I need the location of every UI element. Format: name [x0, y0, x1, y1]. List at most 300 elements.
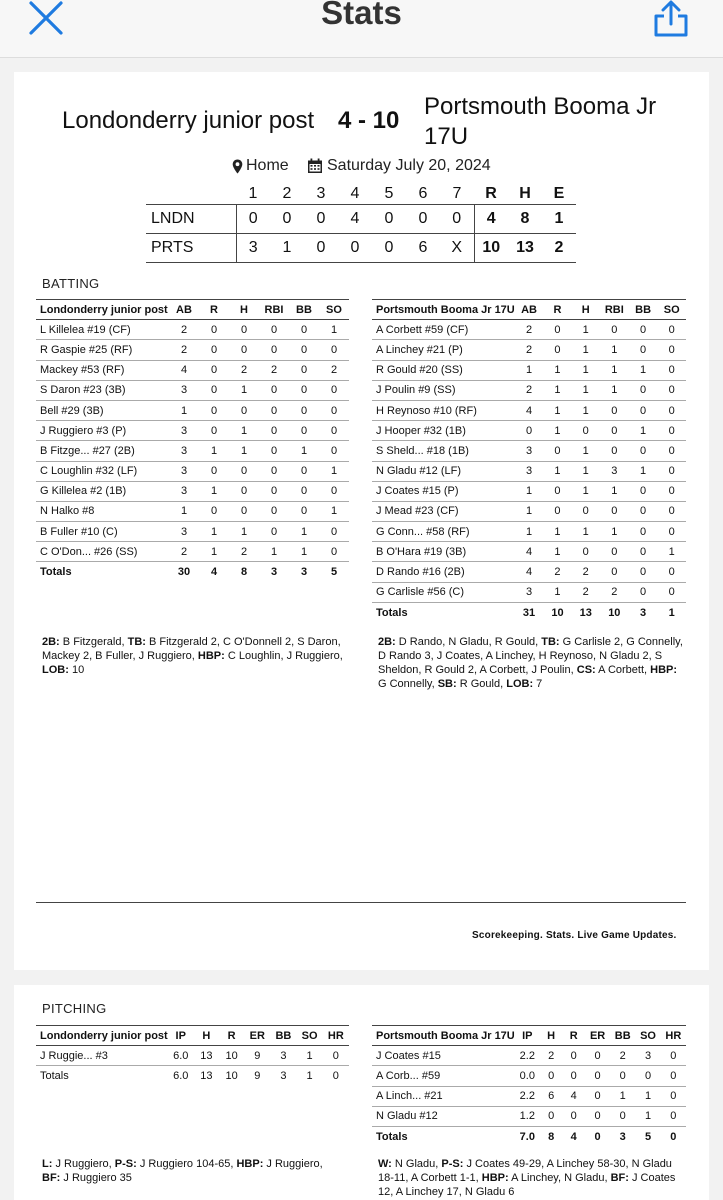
stat-cell: 0	[562, 1106, 585, 1126]
stat-cell: 1	[229, 441, 259, 461]
linescore-errors: 1	[542, 204, 576, 233]
linescore-runs: 10	[474, 233, 508, 262]
note-text: J Ruggiero 104-65,	[139, 1158, 234, 1170]
linescore-col: R	[485, 184, 497, 202]
totals-cell: 3	[280, 1070, 287, 1083]
table-header	[372, 300, 686, 320]
column-header: IP	[515, 1026, 540, 1046]
linescore-table	[146, 184, 576, 263]
table-row	[372, 461, 686, 481]
stat-cell: 1	[600, 340, 629, 360]
player-name: B Fitzge... #27 (2B)	[36, 441, 169, 461]
player-name: R Gaspie #25 (RF)	[36, 340, 169, 360]
table-row	[372, 522, 686, 542]
table-row	[36, 400, 349, 420]
stat-cell: 1	[229, 421, 259, 441]
player-name: B Fuller #10 (C)	[36, 522, 169, 542]
player-name: Bell #29 (3B)	[36, 400, 169, 420]
linescore-cell: 0	[304, 233, 338, 262]
linescore-col: E	[553, 184, 565, 202]
table-row	[36, 340, 349, 360]
stat-cell: 0	[289, 501, 319, 521]
stat-cell: 2	[319, 360, 349, 380]
table-row	[372, 320, 686, 340]
table-row	[372, 400, 686, 420]
stat-cell: 0	[229, 400, 259, 420]
stat-cell: 1	[289, 542, 319, 562]
batting-card	[14, 72, 709, 970]
stat-cell: 0	[572, 542, 600, 562]
stat-cell: 2	[543, 562, 571, 582]
batting-section-label: BATTING	[42, 276, 100, 291]
note-text: J Ruggiero,	[55, 1158, 112, 1170]
stat-cell: 0	[543, 320, 571, 340]
totals-cell: 1	[668, 606, 675, 619]
stat-cell: 1	[515, 481, 544, 501]
note-label: SB:	[437, 678, 457, 690]
stat-cell: 0	[600, 400, 629, 420]
stat-cell: 0	[657, 562, 686, 582]
totals-cell: 5	[330, 566, 338, 579]
stat-cell: 0	[543, 481, 571, 501]
linescore-team: LNDN	[146, 204, 236, 233]
table-row	[36, 360, 349, 380]
linescore-hits: 8	[508, 204, 542, 233]
totals-cell: 8	[240, 566, 248, 579]
note-text: 7	[536, 678, 543, 690]
column-header: Portsmouth Booma Jr 17U	[372, 1026, 515, 1046]
stat-cell: 0	[289, 380, 319, 400]
player-name: H Reynoso #10 (RF)	[372, 400, 515, 420]
stat-cell: 1	[572, 522, 600, 542]
column-header: R	[219, 1026, 244, 1046]
stat-cell: 1	[572, 360, 600, 380]
stat-cell: 0	[289, 360, 319, 380]
stat-cell: 0	[629, 562, 658, 582]
stat-cell: 0	[259, 501, 289, 521]
linescore-cell: 0	[372, 233, 406, 262]
stat-cell: 0	[600, 441, 629, 461]
note-label: W:	[378, 1158, 392, 1170]
stat-cell: 0	[289, 461, 319, 481]
pitching-card	[14, 985, 709, 1200]
totals-cell: Totals	[40, 1070, 69, 1083]
note-text: A Linchey, N Gladu,	[511, 1172, 608, 1184]
stat-cell: 0	[319, 421, 349, 441]
column-header: HR	[323, 1026, 349, 1046]
stat-cell: 1	[199, 441, 229, 461]
linescore-col: H	[519, 184, 531, 202]
stat-cell: 0	[540, 1106, 563, 1126]
stat-cell: 0	[661, 1046, 686, 1066]
stat-cell: 0	[600, 542, 629, 562]
player-name: L Killelea #19 (CF)	[36, 320, 169, 340]
note-text: J Coates 49-29, A Linchey 58-30, N Gladu 18-11, A Corbett 1-1,	[378, 1158, 672, 1184]
stat-cell: 1	[610, 1086, 635, 1106]
stat-cell: 0	[585, 1046, 610, 1066]
column-header: AB	[169, 300, 199, 320]
note-label: HBP:	[481, 1172, 509, 1184]
stat-cell: 0	[259, 380, 289, 400]
home-batting-table	[372, 299, 686, 623]
stat-cell: 0	[199, 461, 229, 481]
stat-cell: 0	[289, 320, 319, 340]
note-text: 10	[71, 664, 85, 676]
note-label: 2B:	[42, 636, 60, 648]
stat-cell: 2	[515, 380, 544, 400]
stat-cell: 1	[600, 360, 629, 380]
stat-cell: 13	[194, 1046, 219, 1066]
note-label: P-S:	[114, 1158, 137, 1170]
stat-cell: 1	[543, 380, 571, 400]
stat-cell: 0	[199, 380, 229, 400]
stat-cell: 0	[657, 320, 686, 340]
column-header: ER	[244, 1026, 270, 1046]
totals-cell: 8	[548, 1130, 555, 1143]
stat-cell: 0	[610, 1066, 635, 1086]
stat-cell: 1	[515, 360, 544, 380]
totals-cell: 5	[644, 1130, 652, 1143]
totals-cell: 0	[594, 1130, 601, 1143]
column-header: BB	[629, 300, 658, 320]
column-header: IP	[168, 1026, 194, 1046]
stat-cell: 1	[572, 441, 600, 461]
stat-cell: 2	[169, 340, 199, 360]
linescore-cell: 4	[338, 204, 372, 233]
stat-cell: 4	[562, 1086, 585, 1106]
linescore-cell: 0	[304, 204, 338, 233]
stat-cell: 1	[229, 522, 259, 542]
note-label: HBP:	[236, 1158, 264, 1170]
totals-cell: 9	[254, 1070, 261, 1083]
player-name: J Hooper #32 (1B)	[372, 421, 515, 441]
stat-cell: 4	[169, 360, 199, 380]
stat-cell: 0	[319, 441, 349, 461]
linescore-row-home	[146, 233, 576, 262]
linescore-cell: 0	[440, 204, 474, 233]
stat-cell: 1	[515, 501, 544, 521]
linescore-team: PRTS	[146, 233, 236, 262]
stat-cell: 3	[169, 522, 199, 542]
stat-cell: 0	[661, 1086, 686, 1106]
linescore-row-away	[146, 204, 576, 233]
column-header: RBI	[259, 300, 289, 320]
stat-cell: 6.0	[168, 1046, 194, 1066]
stat-cell: 0	[289, 481, 319, 501]
stat-cell: 0	[229, 340, 259, 360]
stat-cell: 2	[169, 320, 199, 340]
stat-cell: 1	[319, 320, 349, 340]
player-name: J Coates #15 (P)	[372, 481, 515, 501]
stat-cell: 1	[297, 1046, 323, 1066]
player-name: A Linch... #21	[372, 1086, 515, 1106]
stat-cell: 0	[657, 582, 686, 602]
stat-cell: 0	[289, 421, 319, 441]
stat-cell: 2	[259, 360, 289, 380]
note-label: CS:	[576, 664, 596, 676]
stat-cell: 1	[572, 481, 600, 501]
linescore-col: 2	[282, 184, 292, 202]
stat-cell: 0	[661, 1066, 686, 1086]
stat-cell: 0	[199, 360, 229, 380]
stat-cell: 4	[515, 400, 544, 420]
totals-cell: 13	[200, 1070, 213, 1083]
stat-cell: 0	[319, 522, 349, 542]
stat-cell: 10	[219, 1046, 244, 1066]
calendar-icon	[307, 158, 323, 174]
share-icon[interactable]	[650, 0, 692, 38]
column-header: R	[562, 1026, 585, 1046]
stat-cell: 0	[319, 481, 349, 501]
stat-cell: 0	[657, 481, 686, 501]
table-row	[372, 1106, 686, 1126]
linescore-col: 1	[248, 184, 258, 202]
linescore-hits: 13	[508, 233, 542, 262]
stat-cell: 0	[562, 1046, 585, 1066]
totals-cell: 10	[608, 606, 621, 619]
stat-cell: 0	[319, 380, 349, 400]
stat-cell: 1	[169, 501, 199, 521]
stat-cell: 1	[319, 501, 349, 521]
linescore-cell: 6	[406, 233, 440, 262]
linescore-cell: 1	[270, 233, 304, 262]
note-text: J Coates 12, A Linchey 17, N Gladu 6	[378, 1172, 676, 1198]
stat-cell: 0	[562, 1066, 585, 1086]
stat-cell: 1	[543, 461, 571, 481]
stat-cell: 0	[515, 421, 544, 441]
stat-cell: 0	[319, 340, 349, 360]
stat-cell: 1	[199, 481, 229, 501]
table-row	[36, 501, 349, 521]
stat-cell: 1	[543, 421, 571, 441]
table-body	[372, 320, 686, 603]
player-name: G Conn... #58 (RF)	[372, 522, 515, 542]
stat-cell: 3	[515, 582, 544, 602]
player-name: G Killelea #2 (1B)	[36, 481, 169, 501]
location-text: Home	[246, 157, 289, 174]
stat-cell: 1	[169, 400, 199, 420]
note-label: TB:	[127, 636, 146, 648]
totals-cell: 1	[306, 1070, 313, 1083]
game-score: 4 - 10	[338, 107, 400, 134]
totals-row	[372, 602, 686, 622]
stat-cell: 0	[543, 501, 571, 521]
column-header: H	[540, 1026, 563, 1046]
stat-cell: 1	[199, 542, 229, 562]
divider	[36, 902, 686, 903]
table-row	[36, 320, 349, 340]
stat-cell: 0	[657, 380, 686, 400]
note-label: TB:	[541, 636, 560, 648]
stat-cell: 0	[543, 441, 571, 461]
totals-row	[36, 1066, 349, 1086]
stat-cell: 3	[169, 441, 199, 461]
table-row	[36, 461, 349, 481]
column-header: SO	[657, 300, 686, 320]
totals-cell: 10	[551, 606, 564, 619]
table-row	[36, 421, 349, 441]
player-name: B O'Hara #19 (3B)	[372, 542, 515, 562]
stat-cell: 0	[572, 501, 600, 521]
stat-cell: 1	[319, 461, 349, 481]
stat-cell: 3	[169, 380, 199, 400]
note-text: B Fitzgerald 2, C O'Donnell 2, S Daron, Mackey 2, B Fuller, J Ruggiero,	[42, 636, 341, 662]
stat-cell: 0	[259, 340, 289, 360]
totals-cell: 4	[570, 1130, 577, 1143]
column-header: H	[229, 300, 259, 320]
pitching-section-label: PITCHING	[42, 1001, 107, 1016]
table-row	[372, 441, 686, 461]
stat-cell: 2	[572, 582, 600, 602]
stat-cell: 0	[585, 1086, 610, 1106]
note-text: C Loughlin, J Ruggiero,	[227, 650, 343, 662]
note-label: LOB:	[506, 678, 534, 690]
linescore-errors: 2	[542, 233, 576, 262]
stat-cell: 1.2	[515, 1106, 540, 1126]
player-name: A Linchey #21 (P)	[372, 340, 515, 360]
column-header: SO	[297, 1026, 323, 1046]
totals-cell: 3	[270, 566, 278, 579]
stat-cell: 0	[229, 320, 259, 340]
totals-cell: Totals	[376, 1130, 408, 1143]
stat-cell: 0	[259, 522, 289, 542]
table-row	[36, 1046, 349, 1066]
table-row	[372, 1046, 686, 1066]
column-header: Portsmouth Booma Jr 17U	[372, 300, 515, 320]
stat-cell: 1	[543, 400, 571, 420]
stat-cell: 0	[600, 562, 629, 582]
stat-cell: 2.2	[515, 1086, 540, 1106]
note-text: N Gladu,	[394, 1158, 439, 1170]
stat-cell: 0	[199, 320, 229, 340]
totals-row	[36, 562, 349, 582]
table-row	[36, 441, 349, 461]
stat-cell: 0	[199, 421, 229, 441]
table-row	[36, 481, 349, 501]
stat-cell: 1	[600, 522, 629, 542]
player-name: J Mead #23 (CF)	[372, 501, 515, 521]
stat-cell: 1	[543, 360, 571, 380]
date-text: Saturday July 20, 2024	[327, 157, 491, 174]
stat-cell: 0	[657, 441, 686, 461]
stat-cell: 1	[572, 400, 600, 420]
linescore-col: 5	[384, 184, 394, 202]
stat-cell: 1	[572, 380, 600, 400]
map-pin-icon	[232, 159, 243, 174]
column-header: SO	[635, 1026, 660, 1046]
away-pitching-table	[36, 1025, 349, 1086]
linescore-cell: 0	[236, 204, 270, 233]
stat-cell: 3	[169, 461, 199, 481]
stat-cell: 0	[610, 1106, 635, 1126]
stat-cell: 2	[515, 320, 544, 340]
table-row	[36, 542, 349, 562]
table-row	[372, 1086, 686, 1106]
column-header: AB	[515, 300, 544, 320]
stat-cell: 0	[259, 461, 289, 481]
player-name: A Corbett #59 (CF)	[372, 320, 515, 340]
stat-cell: 0	[585, 1066, 610, 1086]
note-text: G Connelly,	[378, 678, 435, 690]
table-row	[372, 501, 686, 521]
column-header: BB	[289, 300, 319, 320]
player-name: C Loughlin #32 (LF)	[36, 461, 169, 481]
stat-cell: 0	[600, 501, 629, 521]
column-header: ER	[585, 1026, 610, 1046]
player-name: S Sheld... #18 (1B)	[372, 441, 515, 461]
stat-cell: 0	[543, 340, 571, 360]
stat-cell: 0	[323, 1046, 349, 1066]
stat-cell: 2	[169, 542, 199, 562]
table-row	[36, 522, 349, 542]
stat-cell: 1	[515, 522, 544, 542]
player-name: J Coates #15	[372, 1046, 515, 1066]
stat-cell: 1	[629, 461, 658, 481]
stat-cell: 0	[259, 320, 289, 340]
note-text: J Ruggiero,	[266, 1158, 323, 1170]
away-team-name: Londonderry junior post	[62, 107, 315, 134]
totals-cell: 10	[225, 1070, 238, 1083]
column-header: R	[199, 300, 229, 320]
away-batting-table	[36, 299, 349, 582]
table-row	[372, 340, 686, 360]
note-label: HBP:	[197, 650, 225, 662]
column-header: HR	[661, 1026, 686, 1046]
away-batting-notes	[42, 635, 350, 677]
footer-tagline: Scorekeeping. Stats. Live Game Updates.	[472, 930, 677, 941]
stat-cell: 3	[515, 441, 544, 461]
stat-cell: 1	[289, 522, 319, 542]
stat-cell: 2	[572, 562, 600, 582]
stat-cell: 0	[657, 461, 686, 481]
note-text: B Fitzgerald,	[62, 636, 125, 648]
stat-cell: 0	[629, 340, 658, 360]
stat-cell: 1	[600, 481, 629, 501]
stat-cell: 0	[259, 421, 289, 441]
column-header: H	[194, 1026, 219, 1046]
totals-cell: 13	[579, 606, 592, 619]
stat-cell: 1	[259, 542, 289, 562]
stat-cell: 3	[169, 481, 199, 501]
stat-cell: 0	[629, 481, 658, 501]
stat-cell: 0	[289, 340, 319, 360]
stat-cell: 0	[229, 501, 259, 521]
stat-cell: 0	[540, 1066, 563, 1086]
stat-cell: 0	[572, 421, 600, 441]
column-header: RBI	[600, 300, 629, 320]
stat-cell: 1	[572, 340, 600, 360]
table-header	[36, 1026, 349, 1046]
home-pitching-table	[372, 1025, 686, 1147]
linescore-cell: 0	[270, 204, 304, 233]
stat-cell: 3	[515, 461, 544, 481]
linescore-cell: X	[440, 233, 474, 262]
stat-cell: 0	[259, 441, 289, 461]
stat-cell: 1	[199, 522, 229, 542]
stat-cell: 0	[319, 542, 349, 562]
stat-cell: 2	[610, 1046, 635, 1066]
column-header: BB	[270, 1026, 296, 1046]
stat-cell: 3	[600, 461, 629, 481]
table-row	[372, 542, 686, 562]
stat-cell: 6	[540, 1086, 563, 1106]
column-header: R	[543, 300, 571, 320]
player-name: A Corb... #59	[372, 1066, 515, 1086]
totals-cell: 3	[619, 1130, 626, 1143]
totals-cell: 6.0	[173, 1070, 189, 1083]
stat-cell: 0	[657, 421, 686, 441]
stat-cell: 1	[629, 360, 658, 380]
